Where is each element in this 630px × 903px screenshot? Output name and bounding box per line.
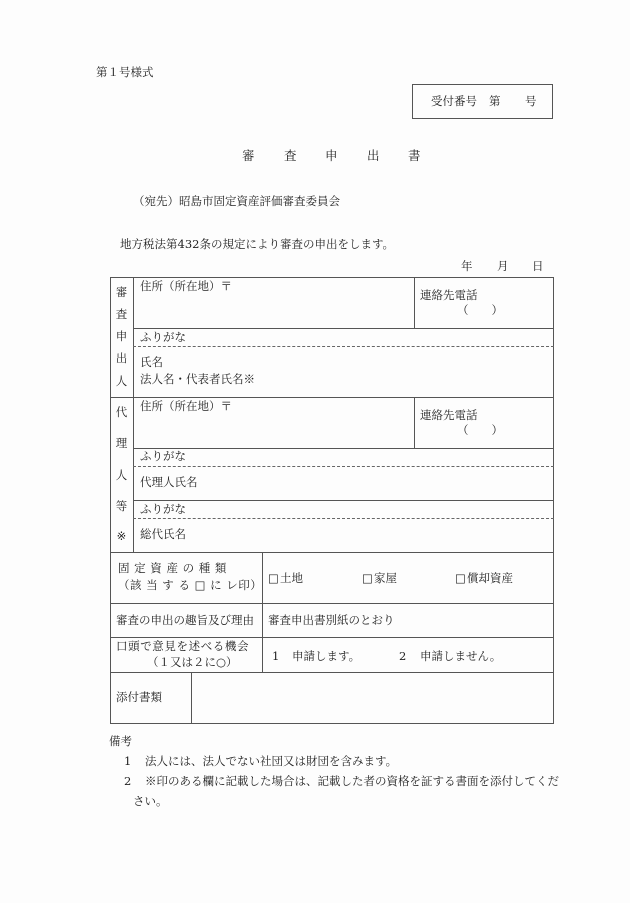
label-value-divider: [262, 552, 263, 672]
section-divider: [110, 397, 554, 398]
agent-label-char: ※: [116, 529, 127, 543]
asset-option-label: 家屋: [374, 571, 397, 585]
option-number[interactable]: 1: [272, 649, 280, 663]
agent-label-char: 等: [115, 499, 128, 513]
checkbox-icon[interactable]: □: [455, 571, 466, 585]
title-char: 出: [367, 148, 380, 163]
agent-furigana-label-2[interactable]: ふりがな: [140, 502, 186, 516]
phone-divider: [414, 397, 415, 448]
title-char: 査: [284, 148, 297, 163]
dashed-divider: [133, 518, 554, 519]
row-divider: [110, 637, 554, 638]
applicant-label-char: 出: [115, 351, 128, 365]
option-text: 申請しません。: [420, 649, 502, 663]
section-divider: [110, 552, 554, 553]
asset-type-label-line2: （該 当 す る □ に レ印）: [118, 578, 263, 592]
applicant-phone-label[interactable]: 連絡先電話: [420, 288, 478, 302]
row-divider: [110, 603, 554, 604]
reception-prefix: 第: [489, 94, 501, 108]
agent-furigana-label-1[interactable]: ふりがな: [140, 449, 186, 463]
row-divider: [133, 448, 554, 449]
reception-number-box: [412, 84, 553, 119]
asset-type-label-line1: 固 定 資 産 の 種 類: [118, 561, 227, 575]
applicant-label-char: 人: [115, 374, 128, 388]
reception-suffix: 号: [525, 94, 537, 108]
note-continuation: さい。: [133, 794, 168, 808]
applicant-label-char: 査: [115, 307, 128, 321]
row-divider: [133, 328, 554, 329]
applicant-address-label[interactable]: 住所（所在地）〒: [140, 279, 232, 293]
label-value-divider: [191, 672, 192, 723]
oral-opinion-label-line2: （１又は２に○）: [147, 655, 238, 669]
agent-name-label[interactable]: 代理人氏名: [140, 475, 198, 489]
date-year: 年: [461, 259, 473, 273]
agent-phone-paren: （ ）: [457, 423, 503, 437]
reason-value[interactable]: 審査申出書別紙のとおり: [268, 613, 395, 627]
applicant-label-char: 申: [115, 329, 128, 343]
addressee: （宛先）昭島市固定資産評価審査委員会: [133, 194, 340, 208]
note-text: 法人には、法人でない社団又は財団を含みます。: [145, 754, 398, 768]
note-number: 1: [124, 754, 132, 768]
representative-name-label[interactable]: 総代氏名: [140, 527, 186, 541]
option-text: 申請します。: [292, 649, 361, 663]
form-number: 第１号様式: [96, 65, 154, 79]
row-divider: [110, 672, 554, 673]
reason-label: 審査の申出の趣旨及び理由: [116, 613, 254, 627]
dashed-divider: [133, 466, 554, 467]
title-char: 審: [242, 148, 255, 163]
agent-phone-label[interactable]: 連絡先電話: [420, 408, 478, 422]
agent-label-char: 代: [115, 405, 128, 419]
note-text: ※印のある欄に記載した場合は、記載した者の資格を証する書面を添付してくだ: [145, 774, 559, 788]
attachments-label: 添付書類: [116, 690, 162, 704]
asset-option-label: 土地: [280, 571, 303, 585]
label-column-divider: [133, 277, 134, 552]
applicant-furigana-label[interactable]: ふりがな: [140, 330, 186, 344]
asset-option-label: 償却資産: [467, 571, 513, 585]
applicant-label-char: 審: [115, 285, 128, 299]
title-char: 申: [325, 148, 338, 163]
agent-label-char: 人: [115, 468, 128, 482]
intro-text: 地方税法第432条の規定により審査の申出をします。: [120, 237, 395, 251]
agent-address-label[interactable]: 住所（所在地）〒: [140, 399, 232, 413]
date-month: 月: [497, 259, 509, 273]
option-number[interactable]: 2: [399, 649, 407, 663]
checkbox-icon[interactable]: □: [362, 571, 373, 585]
note-number: 2: [124, 774, 132, 788]
applicant-corp-name-label[interactable]: 法人名・代表者氏名※: [140, 372, 255, 386]
checkbox-icon[interactable]: □: [268, 571, 279, 585]
row-divider: [133, 500, 554, 501]
date-day: 日: [532, 259, 544, 273]
agent-label-char: 理: [115, 436, 128, 450]
reception-label: 受付番号: [431, 94, 477, 108]
notes-title: 備考: [109, 734, 132, 748]
title-char: 書: [408, 148, 421, 163]
phone-divider: [414, 277, 415, 328]
applicant-phone-paren: （ ）: [457, 303, 503, 317]
oral-opinion-label-line1: 口頭で意見を述べる機会: [116, 639, 250, 653]
applicant-name-label[interactable]: 氏名: [140, 355, 163, 369]
dashed-divider: [133, 346, 554, 347]
